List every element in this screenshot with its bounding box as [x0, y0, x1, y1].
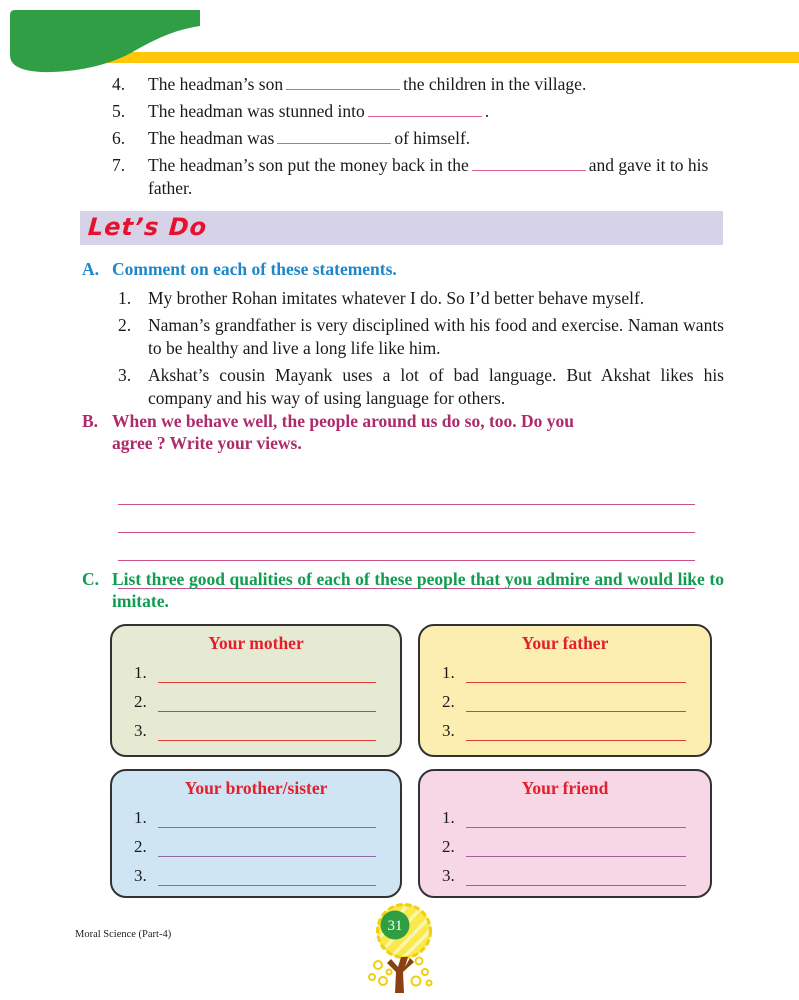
question-text-after: of himself. — [394, 128, 471, 148]
row-number: 1. — [134, 808, 147, 827]
section-c-heading: List three good qualities of each of these people that you admire and would like to imitate. — [112, 569, 724, 611]
box-title: Your brother/sister — [184, 778, 328, 798]
question-text-before: The headman’s son — [148, 74, 284, 94]
statement-1 — [82, 287, 724, 310]
quality-row — [442, 828, 686, 857]
writing-line — [158, 799, 376, 828]
writing-line — [158, 683, 376, 712]
statement-3 — [82, 364, 724, 410]
question-text-before: The headman was stunned into — [148, 101, 365, 121]
section-b-heading-line2: agree ? Write your views. — [112, 433, 302, 453]
row-number: 1. — [442, 663, 455, 682]
question-number: 4. — [112, 74, 126, 94]
page-number-tree-icon — [358, 901, 448, 997]
top-yellow-bar — [100, 52, 799, 63]
section-b-heading-line1: When we behave well, the people around us do so, too. Do you — [112, 411, 575, 431]
row-number: 2. — [442, 692, 455, 711]
quality-row — [134, 683, 376, 712]
section-c-label: C. — [82, 569, 100, 589]
section-a-label: A. — [82, 259, 100, 279]
qualities-boxes-grid — [110, 624, 712, 898]
fill-blank — [472, 158, 586, 171]
writing-line — [158, 654, 376, 683]
fill-blank-questions — [112, 73, 730, 204]
statement-number: 3. — [118, 365, 132, 385]
writing-line — [118, 477, 695, 505]
writing-line — [158, 828, 376, 857]
green-swoosh-logo — [10, 10, 202, 74]
book-title: Moral Science (Part-4) — [75, 929, 172, 940]
row-number: 3. — [442, 866, 455, 885]
row-number: 3. — [442, 721, 455, 740]
statement-number: 2. — [118, 315, 132, 335]
quality-row — [442, 857, 686, 886]
writing-line — [466, 857, 686, 886]
lets-do-banner — [80, 211, 723, 245]
row-number: 1. — [134, 663, 147, 682]
quality-row — [134, 828, 376, 857]
question-5 — [112, 100, 730, 123]
writing-line — [466, 654, 686, 683]
lets-do-title: Let’s Do — [87, 213, 209, 241]
question-number: 5. — [112, 101, 126, 121]
question-text-before: The headman’s son put the money back in the — [148, 155, 469, 175]
quality-row — [442, 654, 686, 683]
box-title: Your father — [521, 633, 609, 653]
writing-line — [158, 712, 376, 741]
quality-row — [134, 799, 376, 828]
question-text-after: . — [484, 101, 490, 121]
box-your-father — [418, 624, 712, 757]
question-text-after: and gave it to his father. — [148, 155, 709, 198]
question-number: 7. — [112, 155, 126, 175]
question-number: 6. — [112, 128, 126, 148]
section-a — [82, 258, 724, 414]
row-number: 2. — [134, 837, 147, 856]
section-b-label: B. — [82, 411, 99, 431]
question-text-before: The headman was — [148, 128, 275, 148]
row-number: 2. — [134, 692, 147, 711]
quality-row — [134, 857, 376, 886]
section-a-heading: Comment on each of these statements. — [112, 259, 397, 279]
fill-blank — [368, 104, 482, 117]
quality-row — [442, 683, 686, 712]
statement-2 — [82, 314, 724, 360]
writing-line — [158, 857, 376, 886]
row-number: 2. — [442, 837, 455, 856]
row-number: 3. — [134, 866, 147, 885]
quality-row — [442, 799, 686, 828]
row-number: 1. — [442, 808, 455, 827]
writing-line — [118, 533, 695, 561]
writing-line — [466, 828, 686, 857]
fill-blank — [286, 77, 400, 90]
writing-line — [466, 799, 686, 828]
question-6 — [112, 127, 730, 150]
statement-number: 1. — [118, 288, 132, 308]
box-your-brother-sister — [110, 769, 402, 898]
writing-line — [466, 683, 686, 712]
row-number: 3. — [134, 721, 147, 740]
question-7 — [112, 154, 730, 200]
quality-row — [134, 712, 376, 741]
statement-text: Naman’s grandfather is very disciplined with his food and exercise. Naman wants to be healthy and live a long life like him. — [148, 315, 724, 358]
section-c — [82, 568, 724, 612]
section-b — [82, 410, 724, 589]
writing-line — [466, 712, 686, 741]
writing-line — [118, 505, 695, 533]
fill-blank — [277, 131, 391, 144]
question-text-after: the children in the village. — [403, 74, 587, 94]
box-your-friend — [418, 769, 712, 898]
box-title: Your mother — [208, 633, 304, 653]
box-your-mother — [110, 624, 402, 757]
page-number: 31 — [387, 918, 403, 934]
quality-row — [134, 654, 376, 683]
statement-text: Akshat’s cousin Mayank uses a lot of bad language. But Akshat likes his company and his way of using language for others. — [148, 365, 724, 408]
quality-row — [442, 712, 686, 741]
statement-text: My brother Rohan imitates whatever I do. So I’d better behave myself. — [148, 288, 645, 308]
box-title: Your friend — [521, 778, 609, 798]
question-4 — [112, 73, 730, 96]
